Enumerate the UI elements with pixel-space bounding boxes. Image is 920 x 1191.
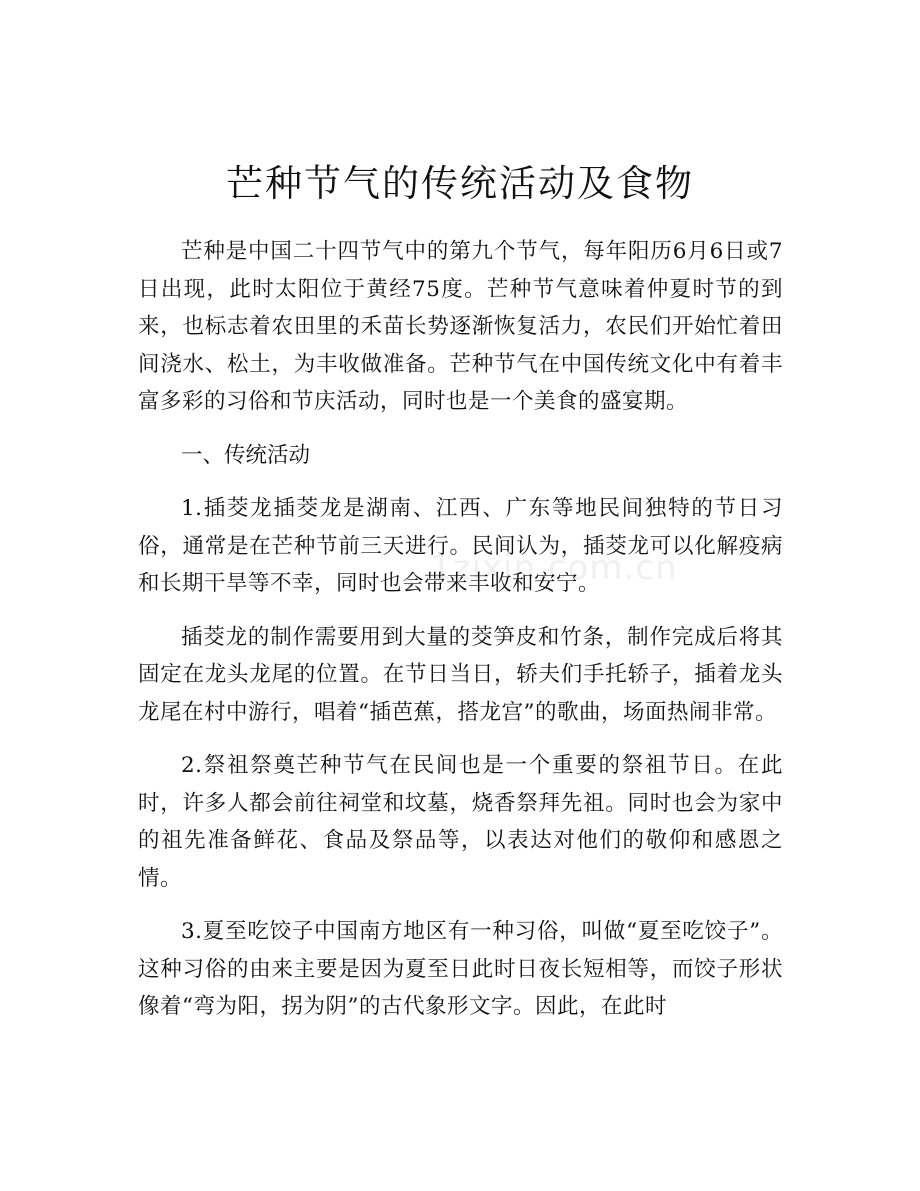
activity-paragraph-2: 2.祭祖祭奠芒种节气在民间也是一个重要的祭祖节日。在此时，许多人都会前往祠堂和坟墓，烧香祭拜先祖。同时也会为家中的祖先准备鲜花、食品及祭品等，以表达对他们的敬仰和感恩之情。 [138,753,783,891]
watermark: 1zixin.com.cn [430,548,678,588]
activity-paragraph-1: 1.插茭龙插茭龙是湖南、江西、广东等地民间独特的节日习俗，通常是在芒种节前三天进行。民间认为，插茭龙可以化解疫病和长期干旱等不幸，同时也会带来丰收和安宁。 [138,496,783,596]
intro-paragraph: 芒种是中国二十四节气中的第九个节气，每年阳历6月6日或7日出现，此时太阳位于黄经75度。芒种节气意味着仲夏时节的到来，也标志着农田里的禾苗长势逐渐恢复活力，农民们开始忙着田间浇水、松土，为丰收做准备。芒种节气在中国传统文化中有着丰富多彩的习俗和节庆活动，同时也是一个美食的盛宴期。 [138,239,783,414]
document-title: 芒种节气的传统活动及食物 [226,162,694,205]
activity-paragraph-1-detail: 插茭龙的制作需要用到大量的茭笋皮和竹条，制作完成后将其固定在龙头龙尾的位置。在节日当日，轿夫们手托轿子，插着龙头龙尾在村中游行，唱着“插芭蕉，搭龙宫”的歌曲，场面热闹非常。 [138,624,783,725]
document-body [138,233,783,1042]
section-heading-traditional-activities: 一、传统活动 [181,442,311,468]
activity-paragraph-3: 3.夏至吃饺子中国南方地区有一种习俗，叫做“夏至吃饺子”。这种习俗的由来主要是因为夏至日此时日夜长短相等，而饺子形状像着“弯为阳，拐为阴”的古代象形文字。因此，在此时 [138,919,783,1019]
